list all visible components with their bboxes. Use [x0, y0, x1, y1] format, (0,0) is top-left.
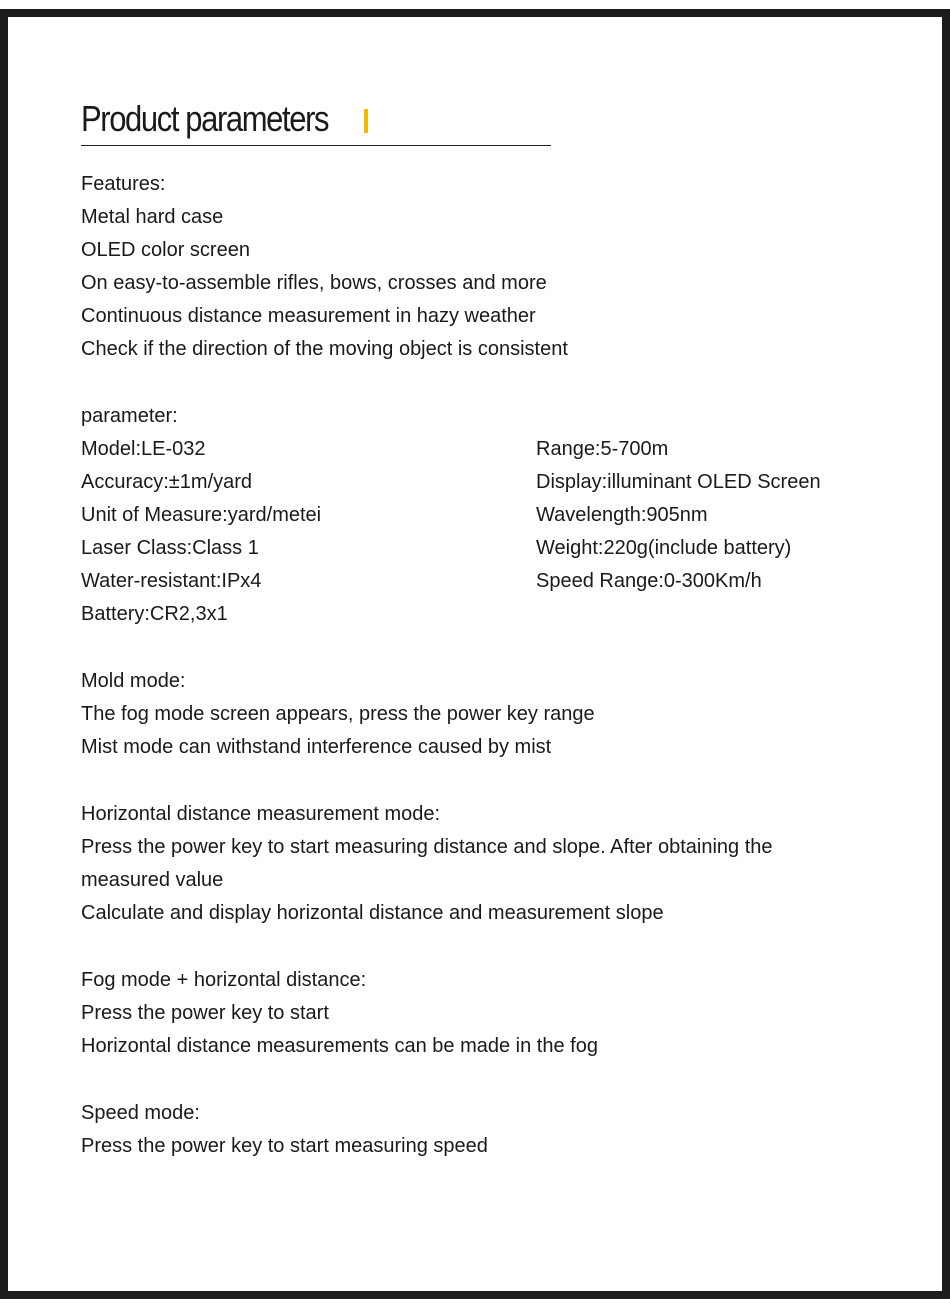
feature-item: OLED color screen [81, 239, 250, 261]
page-title: Product parameters [81, 98, 329, 139]
parameter-item: Weight:220g(include battery) [536, 537, 792, 559]
parameter-item: Laser Class:Class 1 [81, 537, 259, 559]
parameter-item: Unit of Measure:yard/metei [81, 504, 322, 526]
feature-item: On easy-to-assemble rifles, bows, crosses and more [81, 272, 547, 294]
horizontal-mode-heading: Horizontal distance measurement mode: [81, 803, 441, 825]
parameter-item: Range:5-700m [536, 438, 669, 460]
parameter-item: Speed Range:0-300Km/h [536, 570, 762, 592]
speed-mode-heading: Speed mode: [81, 1102, 200, 1124]
parameter-item: Display:illuminant OLED Screen [536, 471, 821, 493]
feature-item: Check if the direction of the moving object is consistent [81, 338, 568, 360]
title-accent-bar [364, 109, 368, 133]
parameter-item: Water-resistant:IPx4 [81, 570, 262, 592]
feature-item: Continuous distance measurement in hazy weather [81, 305, 536, 327]
horizontal-mode-line: Calculate and display horizontal distance and measurement slope [81, 902, 664, 924]
parameters-heading: parameter: [81, 405, 178, 427]
mold-mode-line: The fog mode screen appears, press the power key range [81, 703, 595, 725]
parameter-item: Accuracy:±1m/yard [81, 471, 253, 493]
mold-mode-line: Mist mode can withstand interference caused by mist [81, 736, 552, 758]
parameter-item: Model:LE-032 [81, 438, 206, 460]
horizontal-mode-line: Press the power key to start measuring distance and slope. After obtaining the [81, 836, 773, 858]
horizontal-mode-line: measured value [81, 869, 224, 891]
fog-horizontal-line: Press the power key to start [81, 1002, 329, 1024]
feature-item: Metal hard case [81, 206, 224, 228]
fog-horizontal-line: Horizontal distance measurements can be made in the fog [81, 1035, 598, 1057]
mold-mode-heading: Mold mode: [81, 670, 186, 692]
title-block [81, 97, 551, 146]
parameter-item: Battery:CR2,3x1 [81, 603, 228, 625]
speed-mode-line: Press the power key to start measuring speed [81, 1135, 488, 1157]
features-heading: Features: [81, 173, 166, 195]
page-frame [0, 9, 950, 1299]
parameter-item: Wavelength:905nm [536, 504, 708, 526]
fog-horizontal-heading: Fog mode + horizontal distance: [81, 969, 367, 991]
